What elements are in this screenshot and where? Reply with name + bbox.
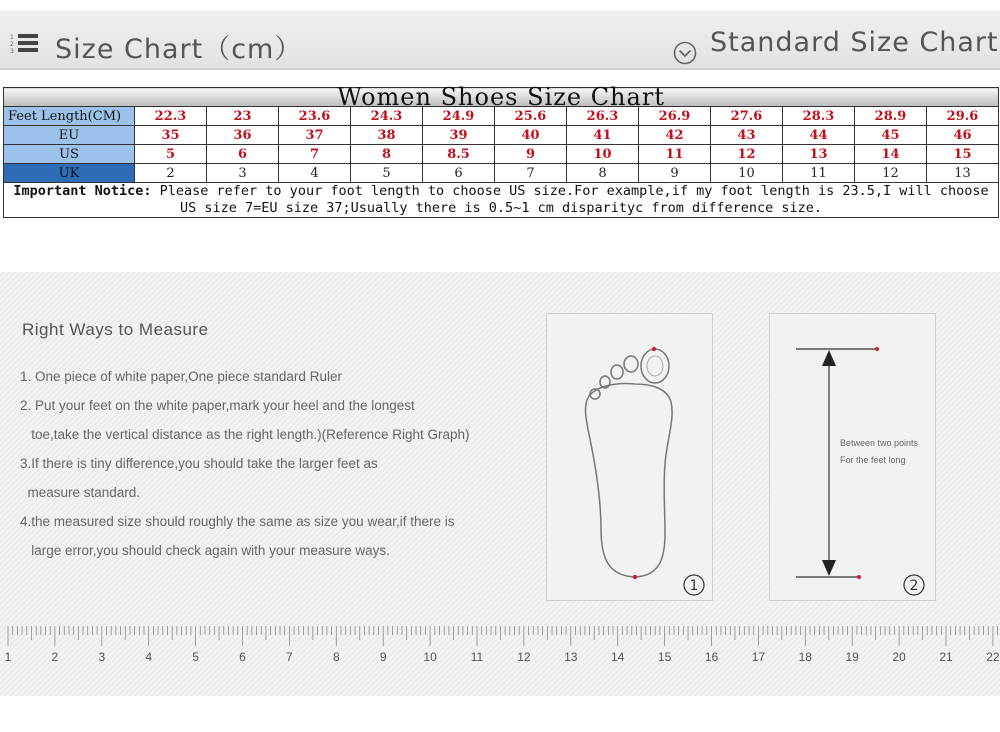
list-numbered-icon	[10, 32, 40, 54]
row-label: Feet Length(CM)	[4, 107, 135, 126]
table-cell: 35	[135, 126, 207, 145]
table-cell: 24.3	[351, 107, 423, 126]
table-cell: 6	[423, 164, 495, 183]
table-cell: 14	[855, 145, 927, 164]
notice-text: Please refer to your foot length to choose US size.For example,if my foot length is 23.5,I will choose US size 7=EU size 37;Usually there is 0.5~1 cm disparityc from difference size.	[151, 183, 989, 216]
table-cell: 40	[495, 126, 567, 145]
ruler-number: 5	[192, 650, 199, 664]
step-line: 1. One piece of white paper,One piece standard Ruler	[20, 369, 342, 384]
table-cell: 13	[783, 145, 855, 164]
ruler-number: 21	[939, 650, 953, 664]
ruler-numbers	[0, 650, 1000, 670]
table-cell: 2	[135, 164, 207, 183]
step-line: toe,take the vertical distance as the right length.)(Reference Right Graph)	[20, 427, 470, 442]
table-cell: 10	[567, 145, 639, 164]
table-cell: 6	[207, 145, 279, 164]
table-cell: 24.9	[423, 107, 495, 126]
ruler-number: 4	[145, 650, 153, 664]
ruler-number: 15	[657, 650, 672, 664]
ruler-number: 17	[751, 650, 766, 664]
table-cell: 39	[423, 126, 495, 145]
table-cell: 12	[855, 164, 927, 183]
table-cell: 29.6	[927, 107, 999, 126]
table-cell: 10	[711, 164, 783, 183]
table-row-us	[4, 145, 999, 164]
check-circle-icon	[673, 41, 697, 65]
step-line: large error,you should check again with your measure ways.	[20, 543, 390, 558]
svg-text:3: 3	[10, 48, 14, 54]
ruler-number: 22	[986, 650, 1000, 664]
table-cell: 4	[279, 164, 351, 183]
table-cell: 38	[351, 126, 423, 145]
table-cell: 13	[927, 164, 999, 183]
page-title: Size Chart（cm）	[55, 34, 303, 65]
ruler-number: 16	[704, 650, 719, 664]
svg-text:2: 2	[909, 578, 919, 594]
table-cell: 23.6	[279, 107, 351, 126]
table-cell: 42	[639, 126, 711, 145]
table-row-eu	[4, 126, 999, 145]
table-cell: 5	[135, 145, 207, 164]
step-line: 3.If there is tiny difference,you should take the larger feet as	[20, 456, 378, 471]
table-cell: 26.3	[567, 107, 639, 126]
length-figure	[769, 313, 936, 601]
standard-size-chart-title: Standard Size Chart	[710, 27, 999, 58]
ruler-number: 13	[564, 650, 578, 664]
table-cell: 27.6	[711, 107, 783, 126]
ruler	[0, 626, 1000, 686]
table-cell: 8.5	[423, 145, 495, 164]
table-cell: 8	[567, 164, 639, 183]
figure-caption: For the feet long	[840, 455, 906, 465]
table-cell: 22.3	[135, 107, 207, 126]
ruler-number: 7	[286, 650, 293, 664]
table-cell: 11	[783, 164, 855, 183]
table-cell: 7	[279, 145, 351, 164]
row-label: US	[4, 145, 135, 164]
svg-text:2: 2	[10, 41, 14, 48]
table-cell: 9	[639, 164, 711, 183]
ruler-number: 10	[423, 650, 437, 664]
row-label: UK	[4, 164, 135, 183]
table-cell: 46	[927, 126, 999, 145]
table-title: Women Shoes Size Chart	[4, 88, 999, 107]
ruler-number: 11	[470, 650, 484, 664]
important-notice	[4, 183, 999, 218]
table-cell: 8	[351, 145, 423, 164]
table-cell: 44	[783, 126, 855, 145]
table-cell: 3	[207, 164, 279, 183]
row-label: EU	[4, 126, 135, 145]
ruler-number: 18	[798, 650, 812, 664]
header-bar	[0, 10, 1000, 70]
table-cell: 43	[711, 126, 783, 145]
notice-label: Important Notice:	[13, 183, 152, 199]
table-cell: 5	[351, 164, 423, 183]
ruler-ticks	[0, 626, 1000, 648]
table-cell: 45	[855, 126, 927, 145]
step-line: measure standard.	[20, 485, 141, 500]
foot-outline-icon	[547, 314, 714, 602]
measure-steps	[20, 368, 550, 571]
table-cell: 9	[495, 145, 567, 164]
ruler-number: 2	[51, 650, 59, 664]
table-cell: 11	[639, 145, 711, 164]
table-cell: 25.6	[495, 107, 567, 126]
table-cell: 41	[567, 126, 639, 145]
table-cell: 28.9	[855, 107, 927, 126]
table-cell: 36	[207, 126, 279, 145]
ruler-number: 14	[611, 650, 625, 664]
size-chart-table	[3, 82, 998, 218]
step-line: 2. Put your feet on the white paper,mark your heel and the longest	[20, 398, 415, 413]
ruler-number: 9	[379, 650, 387, 664]
svg-text:1: 1	[10, 34, 14, 41]
notice-row	[4, 183, 999, 218]
measure-title: Right Ways to Measure	[22, 320, 209, 339]
table-cell: 23	[207, 107, 279, 126]
ruler-number: 12	[517, 650, 531, 664]
foot-figure	[546, 313, 713, 601]
table-cell: 37	[279, 126, 351, 145]
step-line: 4.the measured size should roughly the same as size you wear,if there is	[20, 514, 455, 529]
table-cell: 28.3	[783, 107, 855, 126]
svg-text:1: 1	[689, 578, 699, 594]
table-row-uk	[4, 164, 999, 183]
ruler-number: 3	[98, 650, 106, 664]
table-cell: 7	[495, 164, 567, 183]
ruler-number: 19	[845, 650, 859, 664]
figure-caption: Between two points	[840, 438, 919, 448]
table-cell: 12	[711, 145, 783, 164]
ruler-number: 20	[892, 650, 906, 664]
ruler-number: 1	[4, 650, 12, 664]
measure-panel	[0, 272, 1000, 696]
ruler-number: 6	[239, 650, 246, 664]
table-cell: 26.9	[639, 107, 711, 126]
table-cell: 15	[927, 145, 999, 164]
ruler-number: 8	[332, 650, 340, 664]
